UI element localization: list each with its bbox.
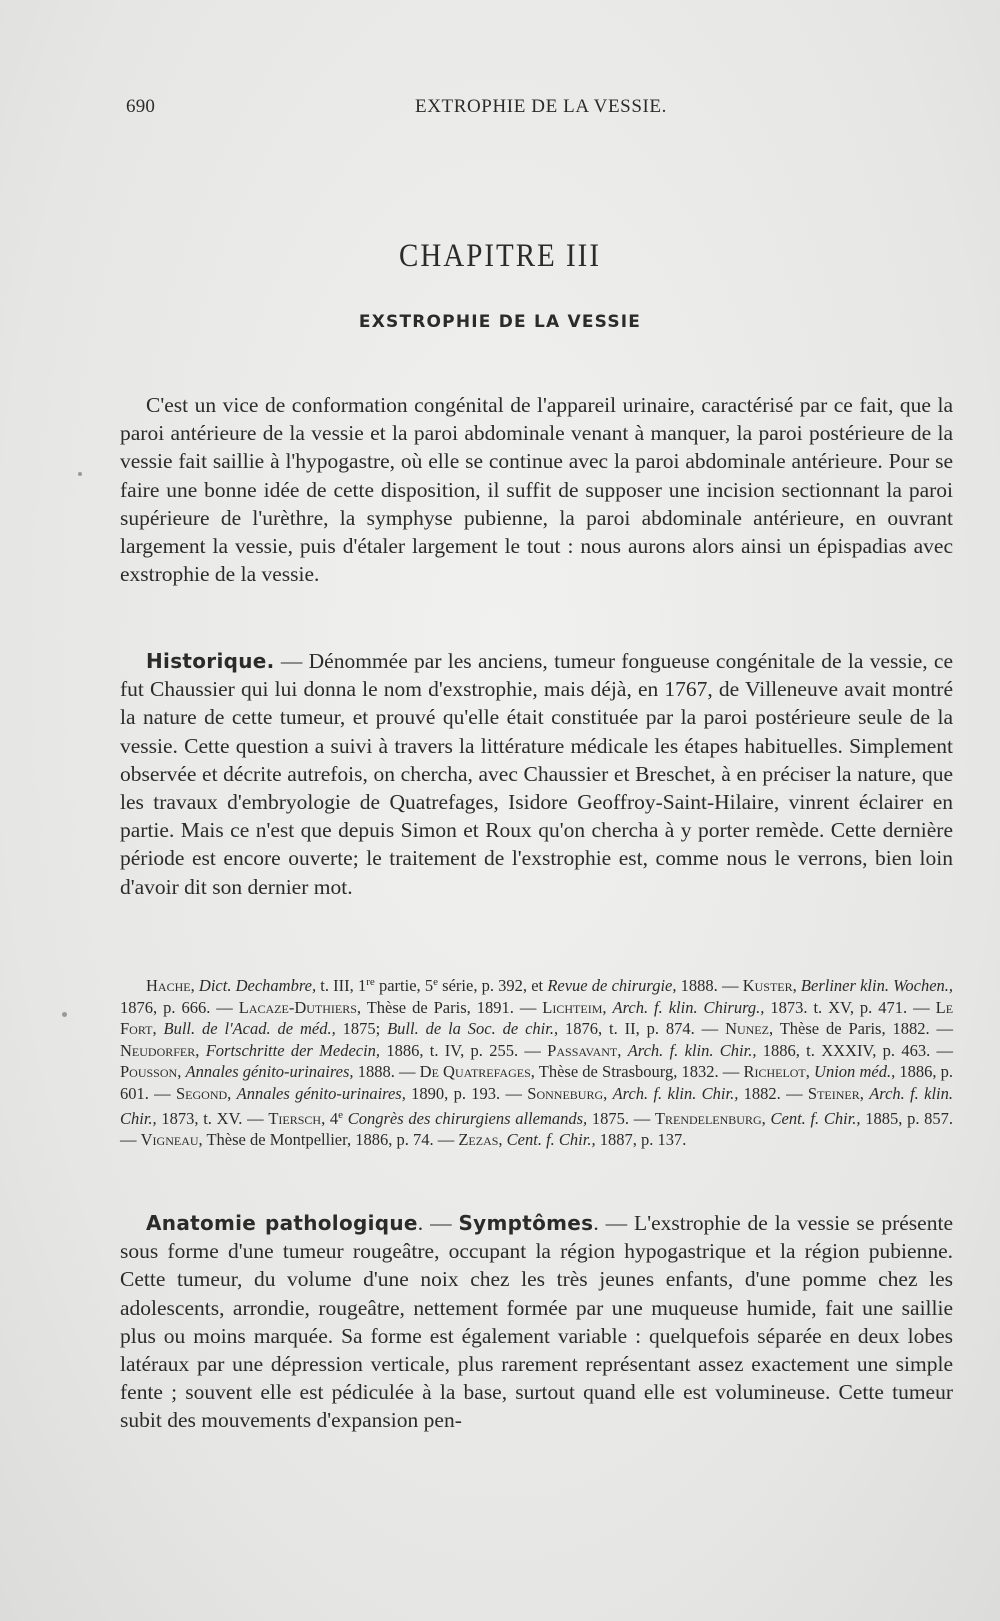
ref-detail: partie, 5 (374, 976, 434, 995)
ref-author: Zezas, (458, 1130, 503, 1150)
ref-source: Arch. f. klin. Chir., (612, 1083, 739, 1103)
ref-source: Congrès des chirurgiens allemands, (343, 1108, 588, 1128)
page-number: 690 (126, 96, 156, 117)
ref-detail: Thèse de Paris, 1882. — (773, 1019, 953, 1039)
ref-author: Lacaze-Duthiers, (238, 997, 362, 1017)
ref-source: Berliner klin. Wochen., (800, 976, 954, 995)
ref-detail: 1876, p. 666. — (120, 997, 239, 1017)
ref-source: Cent. f. Chir., (770, 1108, 861, 1128)
symptomes-heading: Symptômes (458, 1211, 594, 1235)
print-speck (62, 1012, 67, 1017)
bibliography (120, 972, 953, 1151)
historique-paragraph (120, 647, 953, 901)
ref-detail: 1888. — (353, 1062, 420, 1082)
ref-detail: 1886, p. 601. — (120, 1062, 954, 1103)
ref-source: Annales génito-urinaires, (236, 1083, 406, 1103)
ref-detail: 1873. t. XV, p. 471. — (764, 997, 936, 1017)
ref-detail: 1876, t. II, p. 874. — (558, 1019, 726, 1039)
historique-text: — Dénommée par les anciens, tumeur fongueuse congénitale de la vessie, ce fut Chaussier qui lui donna le nom d'exstrophie, mais déjà, en 1767, de Villeneuve avait montré la nature de cette tumeur, et prouvé qu'elle était constituée par la paroi postérieure seule de la vessie. Cette question a suivi à travers la littérature médicale les étapes habituelles. Simplement observée et décrite autrefois, on chercha, avec Chaussier et Breschet, à en préciser la nature, que les travaux d'embryologie de Quatrefages, Isidore Geoffroy-Saint-Hilaire, vinrent éclairer en partie. Mais ce n'est que depuis Simon et Roux qu'on chercha à y porter remède. Cette dernière période est encore ouverte; le traitement de l'exstrophie est, comme nous le verrons, bien loin d'avoir dit son dernier mot. (120, 649, 953, 899)
ref-author: Kuster, (742, 976, 797, 995)
ref-detail: série, p. 392, et (437, 976, 548, 995)
ref-author: Segond, (176, 1083, 232, 1103)
anatomie-text: . — L'exstrophie de la vessie se présente sous forme d'une tumeur rougeâtre, occupant la région hypogastrique et la région pubienne. Cette tumeur, du volume d'une noix chez les très jeunes enfants, d'une pomme chez les adolescents, arrondie, rougeâtre, nettement formée par une muqueuse humide, fait une saillie plus ou moins marquée. Sa forme est également variable : quelquefois séparée en deux lobes latéraux par une dépression verticale, plus rarement représentant assez exactement une simple fente ; souvent elle est pédiculée à la base, surtout quand elle est volumineuse. Cette tumeur subit des mouvements d'expansion pen- (120, 1211, 953, 1433)
ref-source: Arch. f. klin. Chir., (120, 1083, 953, 1128)
ref-superscript: e (433, 976, 438, 988)
ref-source: Cent. f. Chir., (506, 1130, 596, 1150)
anatomie-paragraph (120, 1209, 953, 1435)
ref-detail: Thèse de Paris, 1891. — (361, 997, 543, 1017)
ref-author: Passavant, (547, 1040, 622, 1060)
ref-source: Bull. de l'Acad. de méd., (163, 1019, 336, 1039)
historique-heading: Historique. (146, 649, 275, 673)
ref-author: Neudorfer, (120, 1040, 200, 1060)
ref-source: Revue de chirurgie, (547, 976, 677, 995)
ref-author: Richelot, (743, 1062, 810, 1082)
ref-detail: 1886, t. IV, p. 255. — (380, 1040, 548, 1060)
ref-source: Arch. f. klin. Chirurg., (612, 997, 765, 1017)
ref-superscript: re (366, 976, 375, 988)
ref-detail: 1882. — (738, 1083, 808, 1103)
ref-detail: 1890, p. 193. — (405, 1083, 528, 1103)
anatomie-heading: Anatomie pathologique (146, 1211, 418, 1235)
ref-detail: 1875. — (587, 1108, 655, 1128)
ref-detail: 4 (325, 1108, 339, 1128)
ref-detail: 1887, p. 137. (595, 1130, 687, 1150)
ref-detail: 1875; (335, 1019, 388, 1039)
ref-author: Vigneau, (140, 1130, 203, 1150)
ref-source: Fortschritte der Medecin, (205, 1040, 381, 1060)
ref-author: De Quatrefages, (419, 1062, 535, 1082)
intro-paragraph: C'est un vice de conformation congénital de l'appareil urinaire, caractérisé par ce fait, que la paroi antérieure de la vessie et la paroi abdominale venant à manquer, la paroi postérieure de la vessie fait saillie à l'hypogastre, où elle se continue avec la paroi abdominale antérieure. Pour se faire une bonne idée de cette disposition, il suffit de supposer une incision sectionnant la paroi supérieure de l'urèthre, la symphyse pubienne, la paroi abdominale antérieure, en ouvrant largement la vessie, puis d'étaler largement le tout : nous aurons alors ainsi un épispadias avec exstrophie de la vessie. (120, 393, 953, 587)
chapter-subtitle: EXSTROPHIE DE LA VESSIE (358, 312, 642, 332)
ref-source: Union méd., (814, 1062, 896, 1082)
ref-detail: 1886, t. XXXIV, p. 463. — (756, 1040, 954, 1060)
ref-author: Hache, (146, 976, 195, 995)
ref-detail: 1888. — (676, 976, 743, 995)
chapter-title: CHAPITRE III (398, 238, 601, 274)
ref-detail: Thèse de Strasbourg, 1832. — (534, 1062, 744, 1082)
ref-author: Lichteim, (542, 997, 607, 1017)
ref-detail: 1885, p. 857. — (120, 1108, 954, 1150)
ref-author: Sonneburg, (527, 1083, 608, 1103)
ref-author: Tiersch, (268, 1108, 326, 1128)
ref-detail: Thèse de Montpellier, 1886, p. 74. — (202, 1130, 459, 1150)
ref-source: Dict. Dechambre, (198, 976, 317, 995)
ref-author: Nunez, (725, 1019, 774, 1039)
print-speck (78, 472, 82, 476)
ref-detail: 1873, t. XV. — (156, 1108, 269, 1128)
ref-detail: t. III, 1 (316, 976, 367, 995)
ref-author: Steiner, (807, 1083, 864, 1103)
ref-author: Pousson, (120, 1062, 182, 1082)
ref-source: Bull. de la Soc. de chir., (387, 1019, 559, 1039)
ref-source: Annales génito-urinaires, (185, 1062, 354, 1082)
ref-superscript: e (338, 1108, 344, 1121)
ref-author: Trendelenburg, (654, 1108, 766, 1128)
ref-source: Arch. f. klin. Chir., (627, 1040, 757, 1060)
running-head (126, 96, 956, 124)
ref-author: Le Fort, (120, 997, 954, 1039)
running-title: EXTROPHIE DE LA VESSIE. (414, 96, 667, 117)
heading-separator: . — (417, 1211, 459, 1235)
